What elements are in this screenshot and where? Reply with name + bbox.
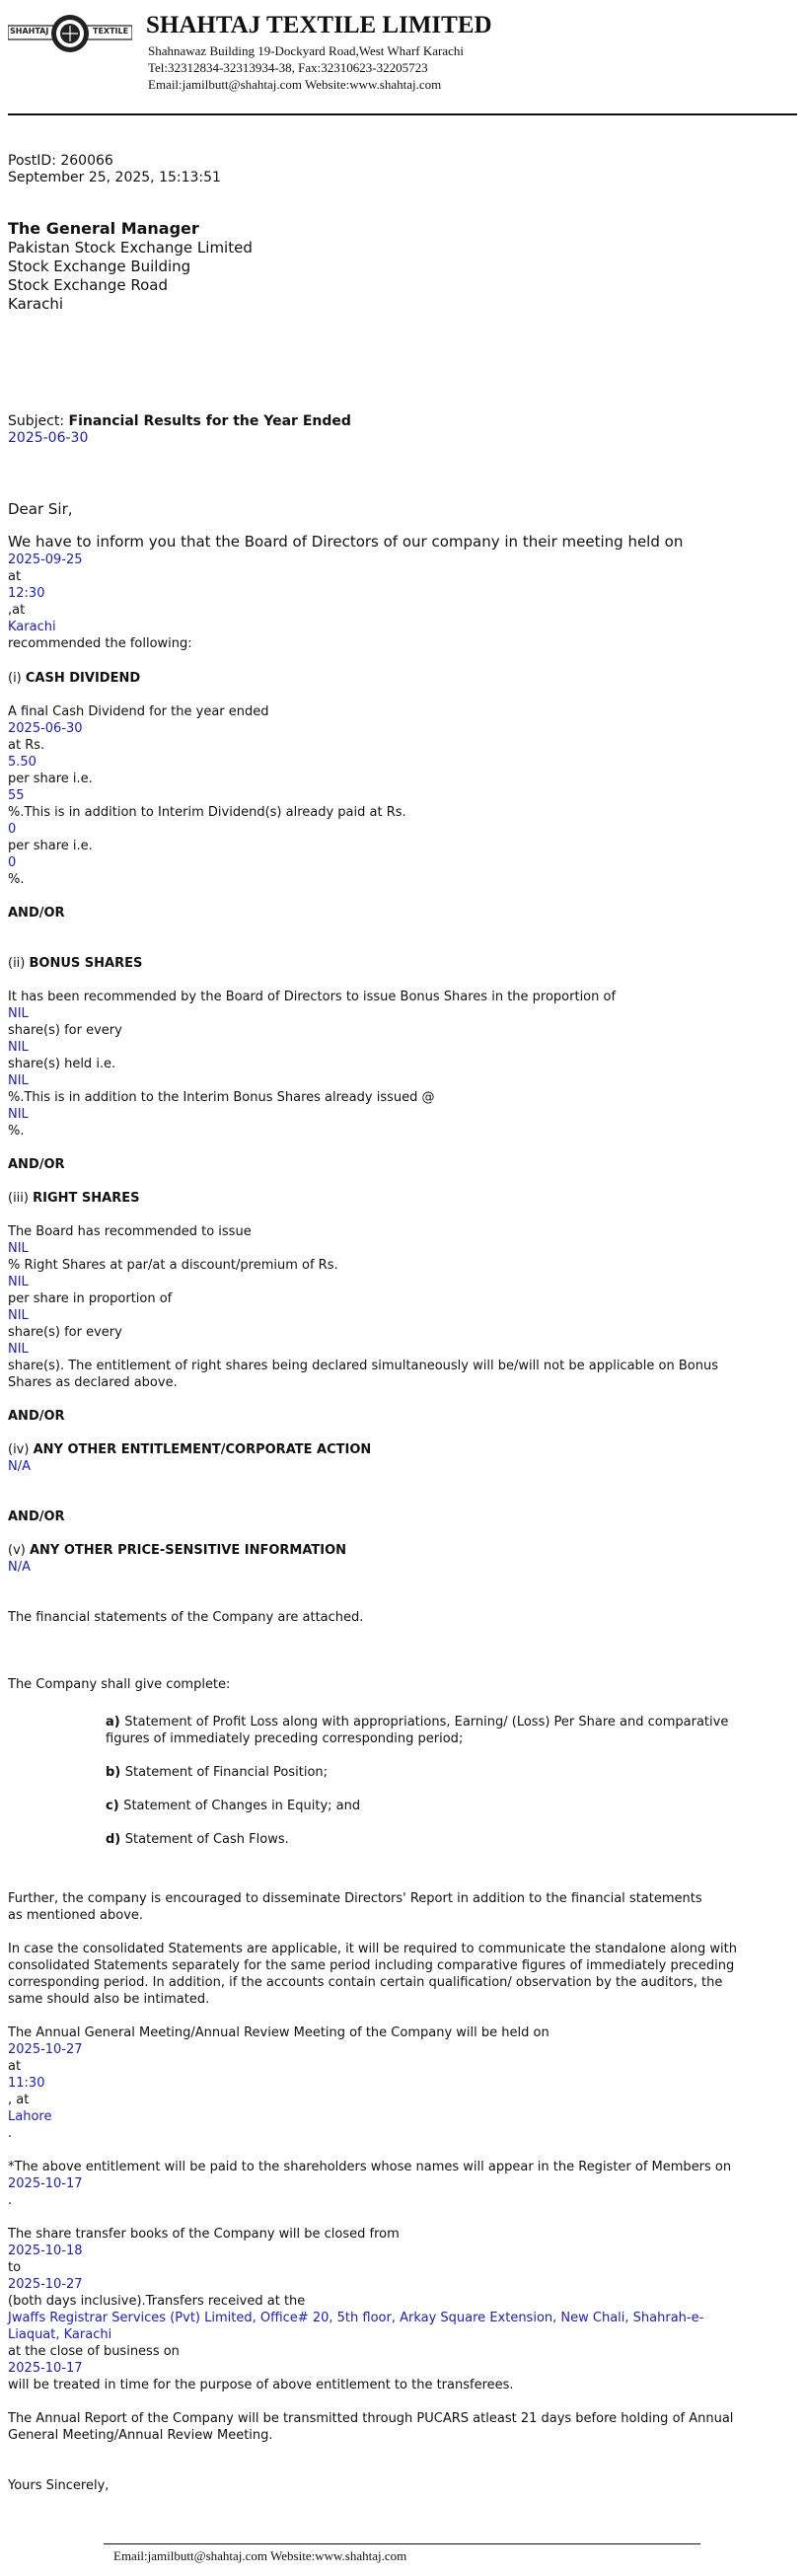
footer-contact: Email:jamilbutt@shahtaj.com Website:www.shahtaj.com: [113, 2548, 407, 2563]
and-or-separator: AND/OR: [8, 1409, 65, 1424]
salutation: Dear Sir,: [8, 500, 73, 518]
entitlement-dot: .: [8, 2193, 13, 2208]
cash-dividend-rs: 5.50: [8, 755, 37, 770]
cash-dividend-year-end: 2025-06-30: [8, 721, 83, 736]
further-line: Further, the company is encouraged to disseminate Directors' Report in addition to the financial statements: [8, 1891, 702, 1906]
agm-place: Lahore: [8, 2109, 52, 2124]
cash-dividend-line: A final Cash Dividend for the year ended: [8, 704, 269, 719]
logo-text-left: SHAHTAJ: [10, 27, 49, 36]
closure-to-word: to: [8, 2260, 22, 2275]
closing-sincerely: Yours Sincerely,: [8, 2478, 110, 2493]
right-line: The Board has recommended to issue: [8, 1224, 252, 1239]
agm-intro: The Annual General Meeting/Annual Review Meeting of the Company will be held on: [8, 2025, 550, 2040]
closure-from: 2025-10-18: [8, 2244, 83, 2258]
agm-dot: .: [8, 2126, 13, 2141]
subject-date: 2025-06-30: [8, 430, 89, 446]
meeting-place: Karachi: [8, 620, 56, 634]
bonus-line: It has been recommended by the Board of Directors to issue Bonus Shares in the proportion of: [8, 990, 617, 1004]
price-sensitive-heading: (v) ANY OTHER PRICE-SENSITIVE INFORMATION: [8, 1543, 347, 1558]
agm-time: 11:30: [8, 2076, 45, 2091]
closure-treated: will be treated in time for the purpose of above entitlement to the transferees.: [8, 2378, 514, 2392]
price-sensitive-value: N/A: [8, 1560, 31, 1575]
closure-intro: The share transfer books of the Company will be closed from: [8, 2227, 400, 2242]
cash-dividend-per-share-2: per share i.e.: [8, 839, 93, 853]
agm-date: 2025-10-27: [8, 2042, 83, 2057]
right-line: per share in proportion of: [8, 1291, 173, 1306]
company-tel-fax: Tel:32312834-32313934-38, Fax:32310623-32205723: [148, 60, 428, 75]
cash-dividend-at-rs: at Rs.: [8, 738, 45, 753]
agm-at: at: [8, 2059, 22, 2074]
recipient-line: Karachi: [8, 295, 64, 313]
cash-dividend-interim: %.This is in addition to Interim Dividend(s) already paid at Rs.: [8, 805, 406, 820]
bonus-for-every: share(s) for every: [8, 1023, 122, 1038]
meeting-at-place: ,at: [8, 603, 26, 618]
cash-dividend-per-share: per share i.e.: [8, 772, 93, 786]
bonus-interim: %.This is in addition to the Interim Bonus Shares already issued @: [8, 1090, 435, 1105]
bonus-value: NIL: [8, 1040, 29, 1055]
right-value: NIL: [8, 1241, 29, 1256]
bonus-value: NIL: [8, 1006, 29, 1021]
recipient-line: Pakistan Stock Exchange Limited: [8, 239, 253, 257]
recipient-title: The General Manager: [8, 219, 199, 238]
closure-inclusive: (both days inclusive).Transfers received at the: [8, 2294, 306, 2309]
statement-item: b) Statement of Financial Position;: [106, 1765, 329, 1780]
recipient-line: Stock Exchange Building: [8, 258, 191, 275]
footer-rule: [104, 2543, 700, 2544]
cash-dividend-percent: 55: [8, 788, 25, 803]
bonus-heading: (ii) BONUS SHARES: [8, 956, 143, 971]
subject-prefix: Subject:: [8, 413, 69, 429]
right-value: NIL: [8, 1342, 29, 1357]
bonus-value: NIL: [8, 1073, 29, 1088]
meeting-time: 12:30: [8, 586, 45, 601]
agm-at-place: , at: [8, 2093, 30, 2107]
company-address: Shahnawaz Building 19-Dockyard Road,West Wharf Karachi: [148, 43, 465, 58]
statement-item-continued: figures of immediately preceding corresponding period;: [106, 1731, 464, 1746]
shall-give: The Company shall give complete:: [8, 1677, 231, 1692]
company-email-web: Email:jamilbutt@shahtaj.com Website:www.shahtaj.com: [148, 77, 442, 92]
consolidated-line: same should also be intimated.: [8, 1992, 210, 2007]
subject-line: [8, 413, 351, 429]
statement-item: a) Statement of Profit Loss along with appropriations, Earning/ (Loss) Per Share and comparative: [106, 1715, 729, 1730]
recipient-line: Stock Exchange Road: [8, 276, 168, 294]
company-name: SHAHTAJ TEXTILE LIMITED: [146, 12, 492, 38]
right-line: share(s). The entitlement of right shares being declared simultaneously will be/will not be applicable on Bonus: [8, 1359, 718, 1373]
closure-to: 2025-10-27: [8, 2277, 83, 2292]
consolidated-line: consolidated Statements separately for the same period including comparative figures of immediately preceding: [8, 1958, 735, 1973]
statement-item: d) Statement of Cash Flows.: [106, 1832, 289, 1847]
right-line: % Right Shares at par/at a discount/premium of Rs.: [8, 1258, 338, 1273]
meeting-date: 2025-09-25: [8, 552, 83, 567]
meeting-intro: We have to inform you that the Board of Directors of our company in their meeting held on: [8, 533, 684, 551]
statement-item: c) Statement of Changes in Equity; and: [106, 1799, 361, 1813]
right-line: Shares as declared above.: [8, 1375, 178, 1390]
company-logo: [8, 14, 132, 53]
subject-text: Financial Results for the Year Ended: [68, 413, 351, 429]
header-rule: [8, 113, 797, 115]
annual-report-line: The Annual Report of the Company will be transmitted through PUCARS atleast 21 days before holding of Annual: [8, 2411, 734, 2426]
cash-dividend-interim-rs: 0: [8, 822, 17, 837]
right-heading: (iii) RIGHT SHARES: [8, 1191, 140, 1206]
closure-close-date: 2025-10-17: [8, 2361, 83, 2376]
bonus-pct: %.: [8, 1124, 25, 1139]
right-value: NIL: [8, 1308, 29, 1323]
meeting-at: at: [8, 569, 22, 584]
cash-dividend-pct: %.: [8, 872, 25, 887]
other-entitlement-value: N/A: [8, 1459, 31, 1474]
closure-close-business: at the close of business on: [8, 2344, 180, 2359]
bonus-value: NIL: [8, 1107, 29, 1122]
post-date: September 25, 2025, 15:13:51: [8, 170, 221, 185]
cash-dividend-heading: (i) CASH DIVIDEND: [8, 671, 141, 686]
other-entitlement-heading: (iv) ANY OTHER ENTITLEMENT/CORPORATE ACTION: [8, 1442, 372, 1457]
meeting-recommended: recommended the following:: [8, 636, 192, 651]
cash-dividend-interim-percent: 0: [8, 855, 17, 870]
entitlement-line: *The above entitlement will be paid to the shareholders whose names will appear in the Register of Members on: [8, 2160, 732, 2174]
consolidated-line: corresponding period. In addition, if the accounts contain certain qualification/ observation by the auditors, the: [8, 1975, 723, 1990]
annual-report-line: General Meeting/Annual Review Meeting.: [8, 2428, 273, 2443]
financial-attached: The financial statements of the Company are attached.: [8, 1610, 364, 1625]
further-line: as mentioned above.: [8, 1908, 144, 1923]
and-or-separator: AND/OR: [8, 906, 65, 920]
consolidated-line: In case the consolidated Statements are applicable, it will be required to communicate the standalone along with: [8, 1942, 737, 1956]
and-or-separator: AND/OR: [8, 1509, 65, 1524]
and-or-separator: AND/OR: [8, 1157, 65, 1172]
registrar-line: Jwaffs Registrar Services (Pvt) Limited, Office# 20, 5th floor, Arkay Square Extension, New Chali, Shahrah-e-: [8, 2311, 704, 2325]
registrar-line: Liaquat, Karachi: [8, 2327, 112, 2342]
entitlement-date: 2025-10-17: [8, 2176, 83, 2191]
right-value: NIL: [8, 1275, 29, 1289]
logo-text-right: TEXTILE: [93, 27, 129, 36]
bonus-held: share(s) held i.e.: [8, 1057, 116, 1071]
post-id: PostID: 260066: [8, 153, 113, 169]
right-line: share(s) for every: [8, 1325, 122, 1340]
